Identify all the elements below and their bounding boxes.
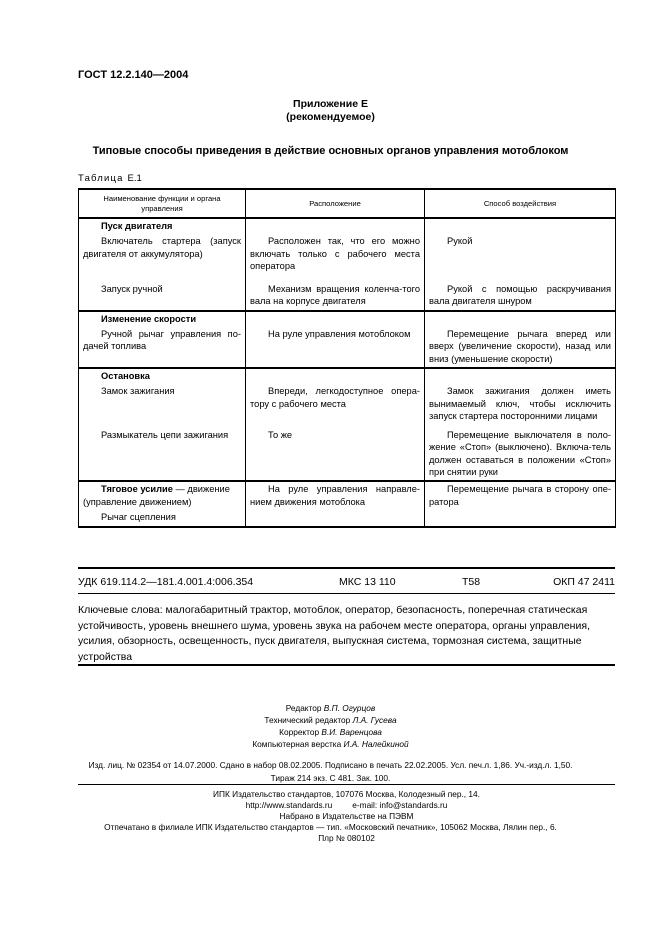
cell-function: Замок зажигания [79, 385, 246, 429]
imprint-license: Плр № 080102 [318, 833, 375, 843]
credit-tech-editor: Технический редактор Л.А. Гусева [264, 715, 397, 725]
section-row-start [79, 218, 616, 235]
imprint-website: http://www.standards.ru [245, 800, 333, 810]
section-title-rest: — движение (управление движением) [83, 484, 230, 507]
cell-function: Запуск ручной [79, 283, 246, 311]
header-location: Расположение [246, 189, 425, 218]
header-action: Способ воздействия [425, 189, 616, 218]
cell-action: Перемещение рычага в сторону опе-ратора [425, 481, 616, 511]
cell-action: Рукой с помощью раскручивания вала двигателя шнуром [425, 283, 616, 311]
cell-function: Рычаг сцепления [79, 511, 246, 527]
keywords-paragraph: Ключевые слова: малогабаритный трактор, мотоблок, оператор, безопасность, поперечная статическая устойчивость, уровень внешнего шума, уровень звука на рабочем месте оператора, органы управления, усилия, обзорность, освещенность, пуск двигателя, выпускная система, тормозная система, защитные устройства [78, 604, 590, 663]
imprint-contacts [78, 800, 615, 810]
table-row [79, 429, 616, 481]
credit-layout: Компьютерная верстка И.А. Налейкиной [252, 739, 409, 749]
cell-action: Замок зажигания должен иметь вынимаемый ключ, чтобы исключить запуск стартера посторонними лицами [425, 385, 616, 429]
bibliographic-top-rule [78, 567, 615, 569]
table-row [79, 511, 616, 527]
cell-location: Расположен так, что его можно включать только с рабочего места оператора [246, 235, 425, 283]
cell-location: На руле управления мотоблоком [246, 328, 425, 368]
okp-code: ОКП 47 2411 [553, 576, 615, 588]
cell-function: Включатель стартера (запуск двигателя от аккумулятора) [79, 235, 246, 283]
section-title: Пуск двигателя [79, 218, 246, 235]
table-row [79, 235, 616, 283]
imprint-email: e-mail: info@standards.ru [352, 800, 448, 810]
cell-action: Перемещение рычага вперед или вверх (увеличение скорости), назад или вниз (уменьшение скорости) [425, 328, 616, 368]
bibliographic-bottom-rule [78, 593, 615, 594]
credit-proofreader: Корректор В.И. Варенцова [279, 727, 382, 737]
table-label-word: Таблица [78, 173, 124, 184]
table-row [79, 385, 616, 429]
section-title: Остановка [79, 368, 246, 385]
udc-code: УДК 619.114.2—181.4.001.4:006.354 [78, 576, 254, 588]
keywords-bottom-rule [78, 664, 615, 666]
imprint-rule [78, 784, 615, 785]
imprint-printed: Отпечатано в филиале ИПК Издательство стандартов — тип. «Московский печатник», 105062 Москва, Лялин пер., 6. [104, 822, 557, 832]
publishing-details: Изд. лиц. № 02354 от 14.07.2000. Сдано в набор 08.02.2005. Подписано в печать 22.02.2005. Усл. печ.л. 1,86. Уч.-изд.л. 1,50. [88, 760, 573, 770]
imprint-address: ИПК Издательство стандартов, 107076 Москва, Колодезный пер., 14. [213, 789, 480, 799]
cell-function: Размыкатель цепи зажигания [79, 429, 246, 481]
table-row [79, 283, 616, 311]
header-function: Наименование функции и органа управления [79, 189, 246, 218]
section-row-traction [79, 481, 616, 511]
page-header-standard: ГОСТ 12.2.140—2004 [78, 69, 189, 81]
section-title: Изменение скорости [79, 311, 246, 328]
table-label [78, 173, 142, 184]
table-label-number: Е.1 [127, 173, 142, 184]
document-title: Типовые способы приведения в действие основных органов управления мотоблоком [92, 145, 569, 157]
cell-function: Ручной рычаг управления по-дачей топлива [79, 328, 246, 368]
appendix-subtitle: (рекомендуемое) [286, 111, 375, 123]
cell-location: Механизм вращения коленча-того вала на корпусе двигателя [246, 283, 425, 311]
cell-function [79, 481, 246, 511]
print-run: Тираж 214 экз. С 481. Зак. 100. [270, 773, 391, 783]
table-row [79, 328, 616, 368]
appendix-title: Приложение Е [293, 98, 368, 110]
section-title: Тяговое усилие [101, 484, 173, 495]
cell-location: То же [246, 429, 425, 481]
cell-action: Рукой [425, 235, 616, 283]
controls-table [78, 188, 616, 528]
table-header-row [79, 189, 616, 218]
section-row-stop [79, 368, 616, 385]
group-code: Т58 [462, 576, 481, 588]
cell-action: Перемещение выключателя в поло-жение «Стоп» (выключено). Включа-тель должен оставаться в положении «Стоп» при снятии руки [425, 429, 616, 481]
mks-code: МКС 13 110 [339, 576, 396, 588]
credit-editor: Редактор В.П. Огурцов [285, 703, 376, 713]
imprint-typeset: Набрано в Издательстве на ПЭВМ [279, 811, 414, 821]
section-row-speed [79, 311, 616, 328]
cell-location: На руле управления направле-нием движения мотоблока [246, 481, 425, 511]
cell-location: Впереди, легкодоступное опера-тору с рабочего места [246, 385, 425, 429]
